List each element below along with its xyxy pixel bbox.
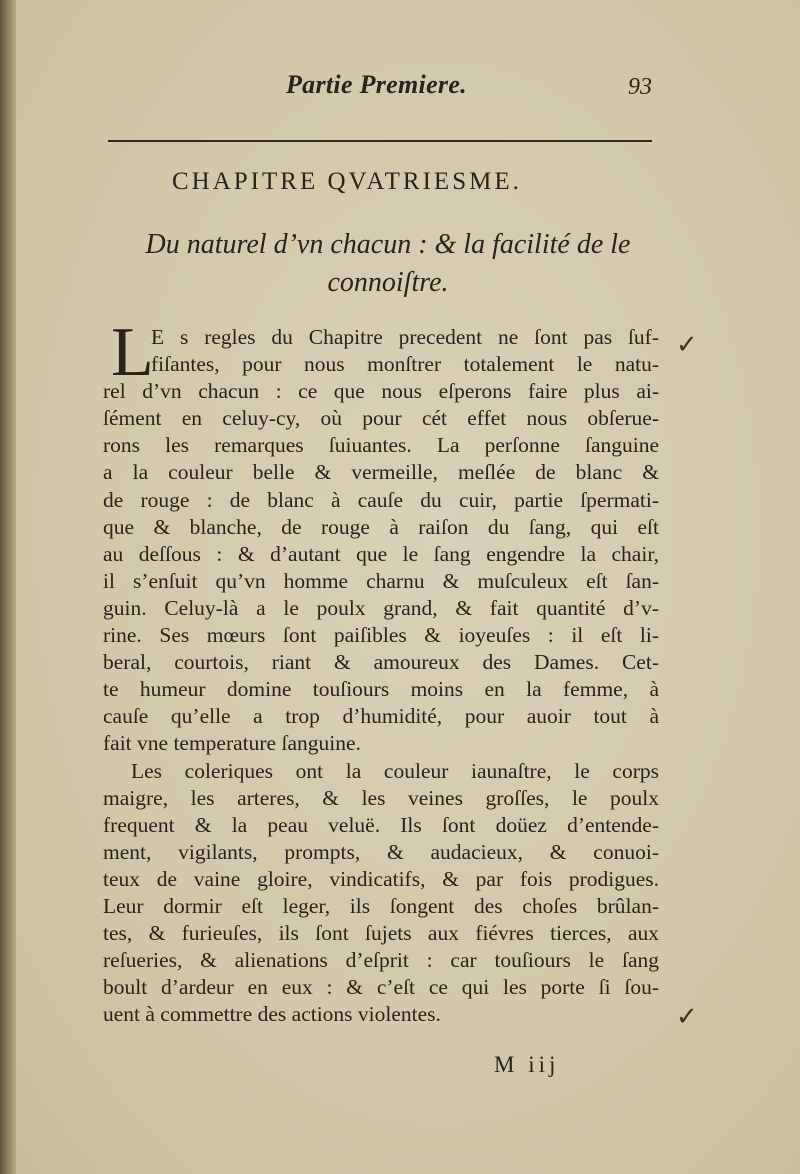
chapter-title: CHAPITRE QVATRIESME. (172, 168, 522, 195)
header-rule (108, 140, 652, 142)
text-line: Les coleriques ont la couleur iaunaſtre, le corps (131, 758, 659, 783)
text-line: rons les remarques ſuiuantes. La perſonne ſanguine (103, 433, 659, 458)
text-line: maigre, les arteres, & les veines groſſes, le poulx (103, 785, 659, 810)
text-line: uent à commettre des actions violentes. (103, 1002, 441, 1027)
chapter-subtitle-line-2: connoiſtre. (327, 267, 449, 298)
drop-cap: L (111, 314, 154, 391)
text-line: Leur dormir eſt leger, ils ſongent des choſes brûlan- (103, 893, 659, 918)
running-head: Partie Premiere. (286, 70, 467, 99)
page-header (100, 68, 660, 108)
text-line: fiſantes, pour nous monſtrer totalement le natu- (151, 352, 659, 377)
body-text (103, 314, 659, 1028)
text-line: cauſe qu’elle a trop d’humidité, pour auoir tout à (103, 704, 659, 729)
text-line: rine. Ses mœurs ſont paiſibles & ioyeuſes : il eſt li- (103, 623, 659, 648)
margin-check-mark-icon: ✓ (676, 1002, 698, 1031)
margin-check-mark-icon: ✓ (676, 330, 698, 359)
page-number: 93 (628, 74, 652, 100)
text-line: frequent & la peau veluë. Ils ſont doüez d’entende- (103, 812, 659, 837)
book-binding-edge (0, 0, 16, 1174)
text-line: tes, & furieuſes, ils ſont ſujets aux fiévres tierces, aux (103, 921, 659, 946)
text-line: te humeur domine touſiours moins en la femme, à (103, 677, 659, 702)
text-line: a la couleur belle & vermeille, meſlée de blanc & (103, 460, 659, 485)
text-line: de rouge : de blanc à cauſe du cuir, partie ſpermati- (103, 487, 659, 512)
text-line: il s’enſuit qu’vn homme charnu & muſculeux eſt ſan- (103, 568, 659, 593)
text-line: E s regles du Chapitre precedent ne ſont pas ſuf- (151, 325, 659, 349)
chapter-subtitle-line-1: Du naturel d’vn chacun : & la facilité de le (145, 229, 631, 260)
text-line: rel d’vn chacun : ce que nous eſperons faire plus ai- (103, 379, 659, 404)
text-line: ſément en celuy-cy, où pour cét effet nous obſerue- (103, 406, 659, 431)
chapter-subtitle (118, 226, 658, 302)
text-line: au deſſous : & d’autant que le ſang engendre la chair, (103, 541, 659, 566)
text-line: guin. Celuy-là a le poulx grand, & fait quantité d’v- (103, 595, 659, 620)
text-line: ment, vigilants, prompts, & audacieux, & conuoi- (103, 839, 659, 864)
text-line: fait vne temperature ſanguine. (103, 731, 361, 756)
text-line: teux de vaine gloire, vindicatifs, & par fois prodigues. (103, 866, 659, 891)
text-line: boult d’ardeur en eux : & c’eſt ce qui les porte ſi ſou- (103, 975, 659, 1000)
text-line: beral, courtois, riant & amoureux des Dames. Cet- (103, 650, 659, 675)
signature-mark: M iij (494, 1052, 560, 1077)
text-line: que & blanche, de rouge à raiſon du ſang, qui eſt (103, 514, 659, 539)
text-line: reſueries, & alienations d’eſprit : car touſiours le ſang (103, 948, 659, 973)
